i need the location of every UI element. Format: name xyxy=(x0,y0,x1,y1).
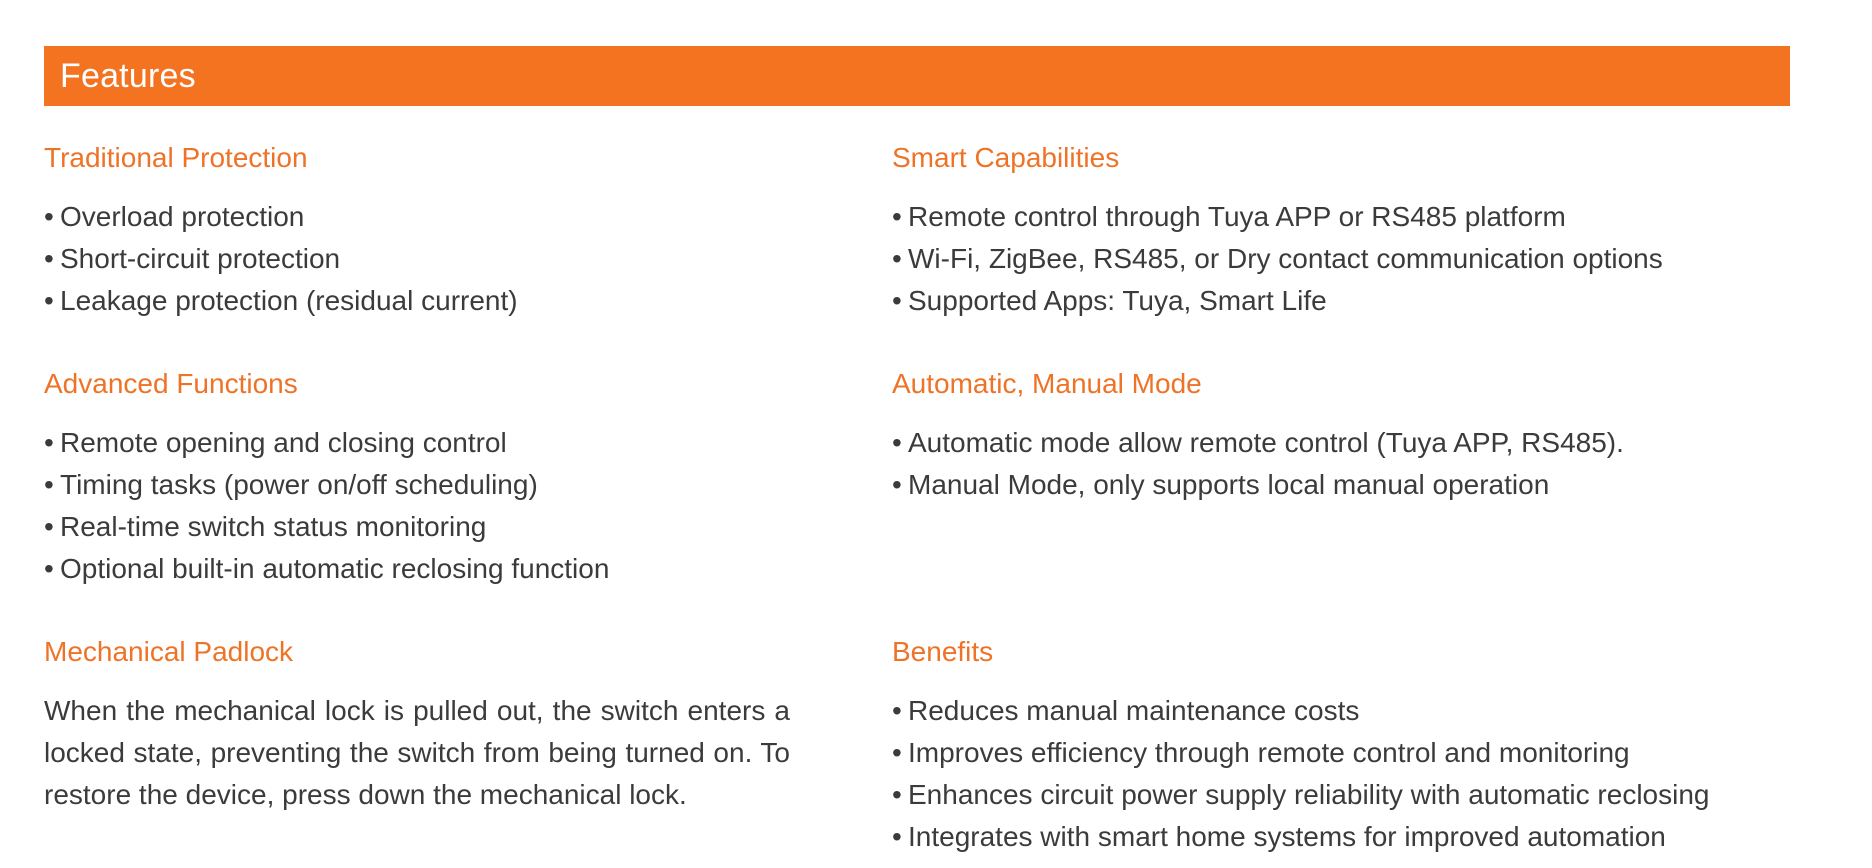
bullet-list xyxy=(44,196,518,322)
list-item: • Reduces manual maintenance costs xyxy=(892,690,1709,732)
bullet-list xyxy=(892,196,1663,322)
list-item: • Manual Mode, only supports local manual operation xyxy=(892,464,1624,506)
section-heading: Mechanical Padlock xyxy=(44,636,294,667)
section-heading: Smart Capabilities xyxy=(892,142,1120,173)
list-item: • Wi-Fi, ZigBee, RS485, or Dry contact communication options xyxy=(892,238,1663,280)
bullet-icon: • xyxy=(44,511,54,542)
list-item: • Timing tasks (power on/off scheduling) xyxy=(44,464,609,506)
list-item: • Short-circuit protection xyxy=(44,238,518,280)
bullet-icon: • xyxy=(44,553,54,584)
bullet-icon: • xyxy=(892,469,902,500)
section-heading: Traditional Protection xyxy=(44,142,308,173)
section-benefits xyxy=(892,638,1709,858)
list-item: • Overload protection xyxy=(44,196,518,238)
bullet-icon: • xyxy=(892,695,902,726)
page-title: Features xyxy=(60,57,196,95)
features-banner xyxy=(44,46,1790,106)
padlock-description: When the mechanical lock is pulled out, the switch enters a locked state, preventing the switch from being turned on. To restore the device, press down the mechanical lock. xyxy=(44,695,790,810)
list-item: • Optional built-in automatic reclosing function xyxy=(44,548,609,590)
section-automatic-manual-mode xyxy=(892,370,1624,506)
list-item: • Remote opening and closing control xyxy=(44,422,609,464)
list-item: • Improves efficiency through remote control and monitoring xyxy=(892,732,1709,774)
bullet-icon: • xyxy=(892,821,902,852)
section-heading: Benefits xyxy=(892,636,994,667)
list-item: • Real-time switch status monitoring xyxy=(44,506,609,548)
bullet-icon: • xyxy=(892,285,902,316)
list-item: • Enhances circuit power supply reliability with automatic reclosing xyxy=(892,774,1709,816)
bullet-icon: • xyxy=(892,243,902,274)
bullet-list xyxy=(892,422,1624,506)
bullet-icon: • xyxy=(892,737,902,768)
section-heading: Automatic, Manual Mode xyxy=(892,368,1202,399)
list-item: • Supported Apps: Tuya, Smart Life xyxy=(892,280,1663,322)
bullet-icon: • xyxy=(44,201,54,232)
list-item: • Automatic mode allow remote control (Tuya APP, RS485). xyxy=(892,422,1624,464)
bullet-list xyxy=(44,422,609,590)
bullet-icon: • xyxy=(892,201,902,232)
bullet-icon: • xyxy=(44,243,54,274)
section-mechanical-padlock xyxy=(44,638,790,816)
bullet-icon: • xyxy=(44,469,54,500)
list-item: • Integrates with smart home systems for improved automation xyxy=(892,816,1709,858)
bullet-list xyxy=(892,690,1709,858)
list-item: • Remote control through Tuya APP or RS485 platform xyxy=(892,196,1663,238)
section-advanced-functions xyxy=(44,370,609,590)
bullet-icon: • xyxy=(892,427,902,458)
section-heading: Advanced Functions xyxy=(44,368,298,399)
list-item: • Leakage protection (residual current) xyxy=(44,280,518,322)
bullet-icon: • xyxy=(44,285,54,316)
section-smart-capabilities xyxy=(892,144,1663,322)
section-traditional-protection xyxy=(44,144,518,322)
bullet-icon: • xyxy=(892,779,902,810)
bullet-icon: • xyxy=(44,427,54,458)
